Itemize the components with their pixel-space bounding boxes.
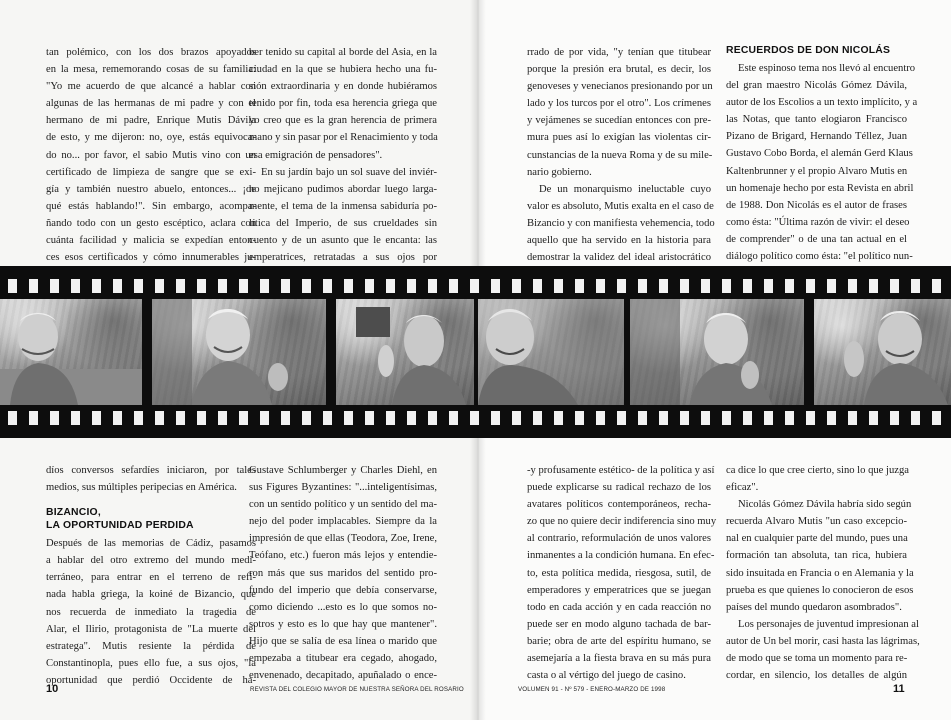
text-line: como diciendo ...esto es lo que somos no- — [249, 601, 437, 613]
text-line: todo en cada acción y en cada reacción no — [527, 601, 711, 613]
text-line: Hijo que se salía de esa línea o marido que — [249, 635, 437, 647]
text-line: empezaba a titubear era cegado, ahogado, — [249, 653, 437, 665]
text-line: De un monarquismo ineluctable cuyo — [539, 183, 711, 195]
text-line: Gustavo Cobo Borda, el alemán Gerd Klaus — [726, 148, 913, 160]
text-line: inmanentes a la condición humana. En efec- — [527, 550, 715, 562]
text-line: las Notas, que tanto elogiaron Francisco — [726, 114, 907, 126]
text-line: de esto, y me dijeron: no, oye, estás equivoca- — [46, 132, 256, 144]
text-line: países del mundo quedaron asombrados". — [726, 601, 902, 613]
text-line: oportunidad que perdió Occidente de ha- — [46, 674, 256, 686]
text-line: sido insuitada en Francia o en Alemania y la — [726, 567, 914, 579]
text-line: ciudad en la que se hubiera hecho una fu- — [249, 64, 437, 76]
text-line: cordar, en silencio, los detalles de algún — [726, 670, 907, 682]
text-line: esa emigración de pensadores". — [249, 149, 383, 161]
text-line: mano y sin pasar por el Renacimiento y toda — [249, 132, 438, 144]
text-line: nada habla griega, la koiné de Bizancio, que — [46, 589, 256, 601]
photo-frame-4 — [478, 299, 624, 405]
text-line: nario gobierno. — [527, 166, 592, 178]
right-column-1-bottom — [527, 462, 717, 684]
text-line: Pizano de Brigard, Hernando Téllez, Juan — [726, 131, 907, 143]
photo-frame-5 — [630, 299, 804, 405]
text-line: -y profusamente estético- de la política y así — [527, 465, 715, 476]
text-line: demostrar la validez del ideal aristocrático — [527, 252, 711, 264]
right-column-1-top — [527, 44, 715, 266]
text-line: algunas de las hermanas de mi padre y con el — [46, 98, 256, 110]
text-line: impresión de que ellas (Teodora, Zoe, Irene, — [249, 533, 437, 545]
text-line: Este espinoso tema nos llevó al encuentro — [738, 63, 916, 74]
text-line: nal en cualquier parte del mundo, pues una — [726, 533, 908, 545]
text-line: sus Figures Byzantines: "...inteligentísimas, — [249, 482, 437, 494]
film-sprockets-bottom — [0, 411, 951, 425]
text-line: certificado de limpieza de sangre que se exi- — [46, 166, 256, 178]
text-line: Constantinopla, pues ello fue, a sus ojos, "la — [46, 657, 256, 669]
text-line: hermano de mi padre, Enrique Mutis Dávila — [46, 115, 256, 127]
section-heading-bizancio — [46, 506, 256, 532]
text-line: de comprender" o de una tan actual en el — [726, 233, 907, 245]
running-footer-left: REVISTA DEL COLEGIO MAYOR DE NUESTRA SEÑORA DEL ROSARIO — [250, 686, 464, 693]
text-line: de 1988. Don Nicolás es el autor de frases — [726, 199, 907, 211]
text-line: diálogo político como ésta: "el político nun- — [726, 251, 913, 263]
text-line: Después de las memorias de Cádiz, pasamos — [46, 538, 256, 550]
text-line: Bizancio y con manifiesta vehemencia, todo — [527, 217, 715, 229]
text-line: asemejaría a la fiesta brava en su más pura — [527, 653, 711, 665]
text-line: genoveses y venecianos presionando por un — [527, 81, 713, 93]
text-line: ces esos certificados y cómo innumerables ju- — [46, 252, 256, 264]
running-footer-right: VOLUMEN 91 - Nº 579 - ENERO-MARZO DE 1998 — [518, 686, 666, 693]
text-line: barie; obra de arte del espíritu humano, se — [527, 635, 711, 647]
text-line: eficaz". — [726, 482, 759, 494]
page-number-right: 11 — [893, 683, 905, 695]
text-line: ñando todo con un gesto escéptico, aclara con — [46, 217, 256, 229]
text-line: qué estás hablando!". Sin embargo, acompa- — [46, 200, 256, 212]
page-number-left: 10 — [46, 683, 59, 695]
text-line: terráneo, para entrar en el terreno de refi- — [46, 572, 256, 584]
text-line: medios, sus múltiples peripecias en América. — [46, 482, 237, 494]
text-line: puede explicarse su radical rechazo de los — [527, 482, 711, 494]
right-column-2-bottom — [726, 462, 920, 684]
text-line: del gran maestro Nicolás Gómez Dávila, — [726, 80, 907, 92]
right-column-2-top — [726, 60, 918, 265]
text-line: porque la presión era brutal, es decir, los — [527, 64, 711, 76]
text-line: a hablar del otro extremo del mundo medi- — [46, 555, 256, 567]
text-line: En su jardín bajo un sol suave del inviér- — [261, 166, 437, 178]
text-line: ron más que sus maridos del sentido pro- — [249, 567, 437, 579]
film-sprockets-top — [0, 279, 951, 293]
text-line: fundo del imperio que debía conservarse, — [249, 584, 437, 596]
text-line: yo creo que es la gran herencia de primera — [249, 115, 437, 127]
text-line: como ésta: "Última razón de vivir: el deseo — [726, 216, 910, 228]
text-line: Los personajes de juventud impresionan al — [738, 618, 919, 630]
text-line: Alar, el Ilirio, protagonista de "La muerte del — [46, 623, 256, 635]
text-line: do no... por favor, el sabio Mutis vino con un — [46, 149, 256, 161]
text-line: díos conversos sefardíes iniciaron, por tales — [46, 465, 256, 476]
text-line: emperadores y emperatrices que se juegan — [527, 584, 711, 596]
photo-frame-2 — [152, 299, 326, 405]
text-line: sión extraordinaria y en donde hubiéramos — [249, 81, 437, 93]
text-line: nejo del poder implacables. Siempre da la — [249, 516, 437, 528]
section-heading-recuerdos: RECUERDOS DE DON NICOLÁS — [726, 45, 891, 56]
text-line: al contrario, reformulación de unos valores — [527, 533, 711, 545]
text-line: de modo que se toma un momento para re- — [726, 653, 908, 665]
text-line: Teófano, etc.) fueron más lejos y entendie- — [249, 550, 437, 562]
left-column-1-top — [46, 44, 256, 266]
text-line: estratega". Mutis resiente la pérdida de — [46, 640, 256, 652]
photo-frame-1 — [0, 299, 142, 405]
text-line: emperatrices, retratadas a sus ojos por — [249, 252, 437, 264]
text-line: no mejicano pudimos abordar luego larga- — [249, 183, 437, 195]
text-line: prueba es que quienes lo conocieron de esos — [726, 584, 914, 596]
text-line: y vejámenes se sucedían entonces con pre- — [527, 115, 711, 127]
text-line: cuento y de un asunto que le encanta: las — [249, 235, 437, 247]
film-strip — [0, 266, 951, 438]
text-line: casta o al vértigo del juego de casino. — [527, 670, 686, 682]
text-line: mura pues así lo exigían las violentas cir- — [527, 132, 711, 144]
text-line: tenido por fin, toda esa herencia griega que — [249, 98, 437, 110]
text-line: nos recuerda de inmediato la tragedia de — [46, 606, 256, 618]
text-line: mente, el tema de la inmensa sabiduría po- — [249, 200, 437, 212]
text-line: envenenado, decapitado, apuñalado o ence- — [249, 670, 437, 682]
text-line: autor de Un bel morir, casi hasta las lágrimas, — [726, 635, 920, 647]
heading-line-1: BIZANCIO, — [46, 507, 101, 519]
text-line: ca dice lo que cree cierto, sino lo que juzga — [726, 465, 909, 476]
text-line: sotros y esto es lo que hay que mantener". — [249, 618, 437, 630]
text-line: cunstancias de la nueva Roma y de su mile- — [527, 149, 713, 161]
text-line: gía y también nuestro abuelo, entonces... ¡de — [46, 183, 256, 195]
text-line: to, esta política medida, riesgosa, sutil, de — [527, 567, 711, 579]
text-line: en la mesa, rememorando cosas de su familia: — [46, 64, 256, 76]
text-line: recuerda Alvaro Mutis "un caso excepcio- — [726, 516, 907, 528]
text-line: puede ser en modo alguno tachada de bar- — [527, 618, 711, 630]
text-line: lado y los turcos por el otro". Los crímenes — [527, 98, 711, 110]
photo-frame-6 — [814, 299, 951, 405]
text-line: cuánta facilidad y malicia se expedían enton- — [46, 235, 256, 247]
text-line: valor es absoluto, Mutis exalta en el caso de — [527, 200, 714, 212]
left-column-1-bottom — [46, 462, 256, 689]
text-line: "Yo me acuerdo de que alcancé a hablar con — [46, 81, 256, 93]
text-line: avatares políticos contemporáneos, recha- — [527, 499, 711, 511]
text-line: Kaltenbrunner y el propio Alvaro Mutis en — [726, 165, 908, 177]
left-column-2-bottom — [249, 462, 437, 684]
text-line: lítica del Imperio, de sus crueldades sin — [249, 217, 437, 229]
text-line: tan polémico, con los dos brazos apoyados — [46, 47, 256, 58]
text-line: zo que no quiere decir indiferencia sino muy — [527, 516, 717, 528]
text-line: con un sentido político y un sentido del ma- — [249, 499, 437, 511]
text-line: ber tenido su capital al borde del Asia, en la — [249, 47, 437, 58]
text-line: aquello que ha servido en la historia para — [527, 235, 711, 247]
text-line: Gustave Schlumberger y Charles Diehl, en — [249, 465, 437, 476]
heading-line-2: LA OPORTUNIDAD PERDIDA — [46, 520, 194, 532]
left-column-2-top — [249, 44, 437, 266]
photo-frame-3 — [336, 299, 474, 405]
text-line: Nicolás Gómez Dávila habría sido según — [738, 499, 912, 511]
text-line: autor de los Escolios a un texto implícito, y a — [726, 97, 918, 109]
text-line: rrado de por vida, "y tenían que titubear — [527, 47, 711, 58]
text-line: formación tan absoluta, tan rica, hubiera — [726, 550, 907, 562]
text-line: un homenaje hecho por esta Revista en abril — [726, 182, 914, 194]
